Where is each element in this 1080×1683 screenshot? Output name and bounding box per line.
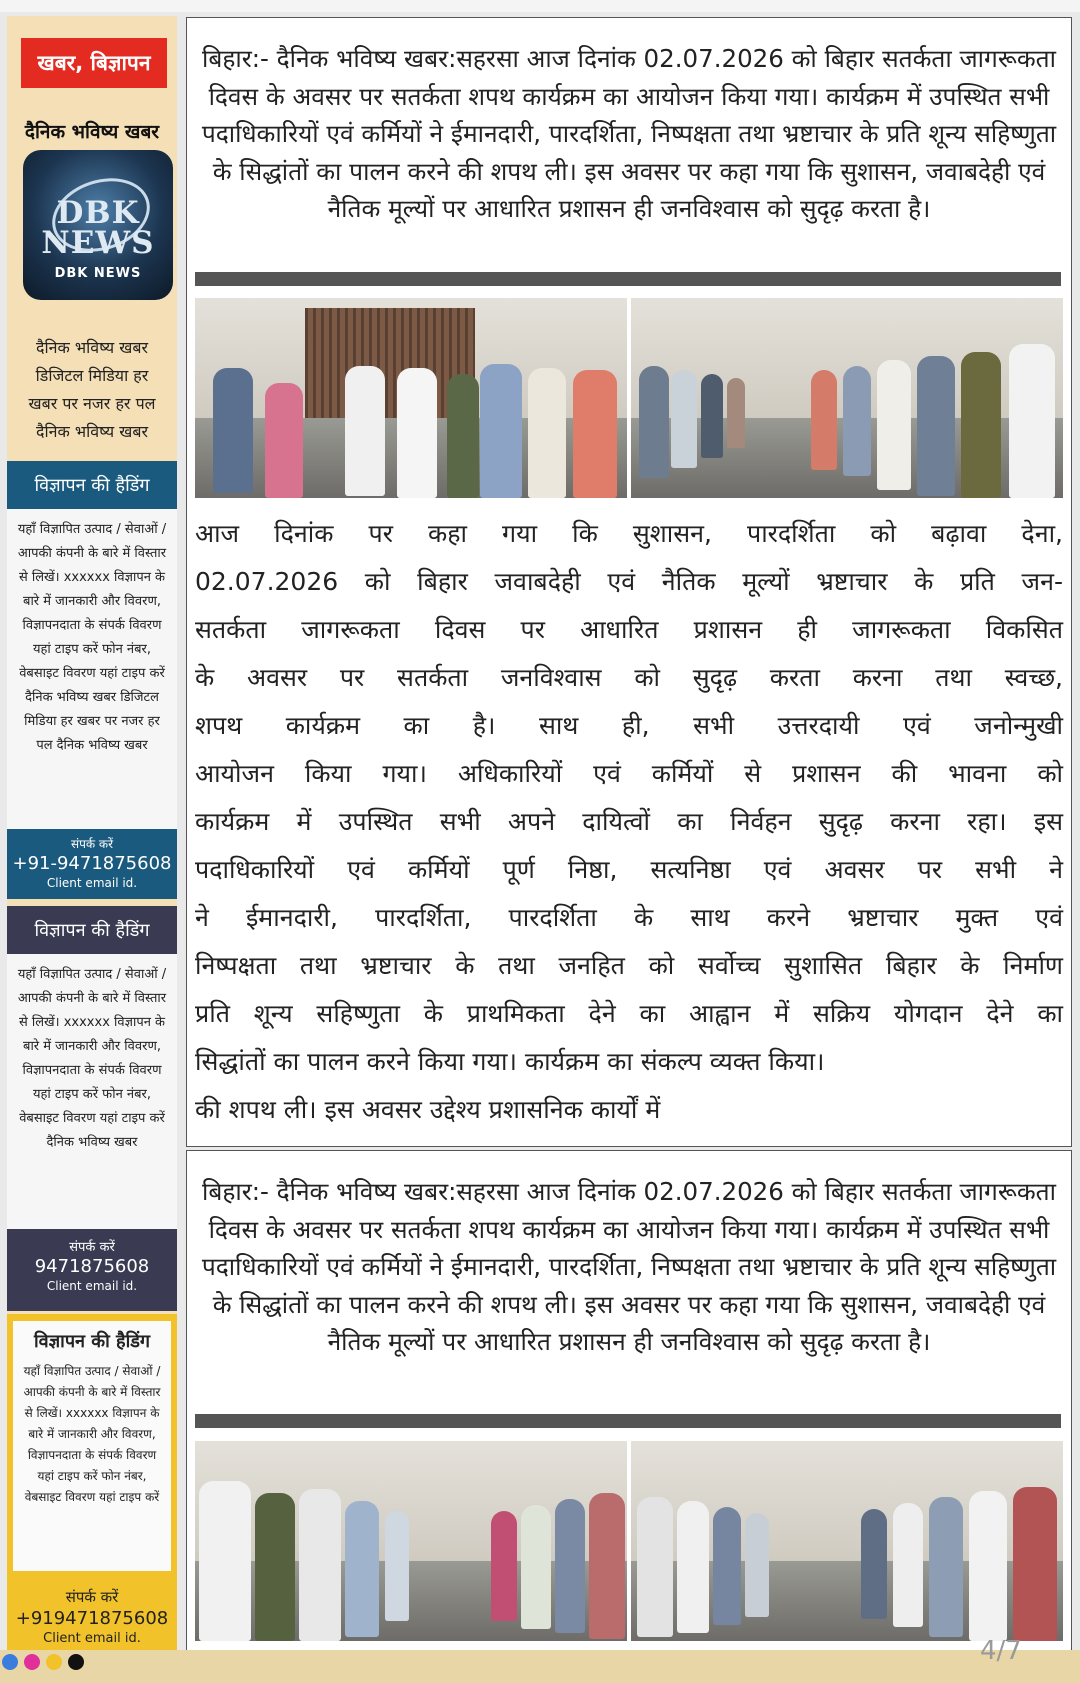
tagline-line: डिजिटल मिडिया हर (35, 366, 149, 385)
ad-body: यहाँ विज्ञापित उत्पाद / सेवाओं / आपकी कंपनी के बारे में विस्तार से लिखें। xxxxxx विज्ञापन के बारे में जानकारी और विवरण, विज्ञापनदाता के संपर्क विवरण यहां टाइप करें फोन नंबर, वेबसाइट विवरण यहां टाइप करें दैनिक भविष्य खबर डिजिटल मिडिया हर खबर पर नजर हर पल दैनिक भविष्य खबर (7, 509, 177, 829)
photo-person (213, 368, 253, 493)
photo-person (480, 364, 522, 498)
page-dot-icon[interactable] (24, 1654, 40, 1670)
advertisement-3[interactable] (7, 1314, 177, 1666)
separator-bar (195, 272, 1061, 286)
bottom-bar (0, 1650, 1080, 1683)
ad-body: यहाँ विज्ञापित उत्पाद / सेवाओं / आपकी कंपनी के बारे में विस्तार से लिखें। xxxxxx विज्ञापन के बारे में जानकारी और विवरण, विज्ञापनदाता के संपर्क विवरण यहां टाइप करें फोन नंबर, वेबसाइट विवरण यहां टाइप करें (23, 1364, 161, 1504)
top-strip (0, 0, 1080, 12)
tagline-line: दैनिक भविष्य खबर (36, 422, 148, 441)
page-dot-icon[interactable] (46, 1654, 62, 1670)
photo-person (528, 368, 566, 498)
dbk-news-logo (23, 150, 173, 300)
photo-person (299, 1489, 341, 1641)
ad-contact (7, 1229, 177, 1311)
photo-person (811, 370, 837, 470)
article-body-line: आयोजन किया गया। अधिकारियों एवं कर्मियों से प्रशासन की भावना को (195, 759, 1063, 788)
advertisement-2[interactable] (7, 906, 177, 1311)
article-body-line: की शपथ ली। इस अवसर उद्देश्य प्रशासनिक कार्यों में (195, 1095, 661, 1124)
photo-person (255, 1493, 295, 1641)
article-intro: बिहार:- दैनिक भविष्य खबर:सहरसा आज दिनांक 02.07.2026 को बिहार सतर्कता जागरूकता दिवस के अवसर पर सतर्कता शपथ कार्यक्रम का आयोजन किया गया। कार्यक्रम में उपस्थित सभी पदाधिकारियों एवं कर्मियों ने ईमानदारी, पारदर्शिता, निष्पक्षता तथा भ्रष्टाचार के प्रति शून्य सहिष्णुता के सिद्धांतों का पालन करने की शपथ ली। इस अवसर पर कहा गया कि सुशासन, जवाबदेही एवं नैतिक मूल्यों पर आधारित प्रशासन ही जनविश्वास को सुदृढ़ करता है। (201, 1177, 1057, 1356)
photo-person (385, 1511, 409, 1621)
photo-person (917, 356, 955, 496)
article-body-line: सतर्कता जागरूकता दिवस पर आधारित प्रशासन ही जागरूकता विकसित (195, 615, 1063, 644)
photo-person (555, 1499, 585, 1633)
photo-person (671, 370, 697, 468)
contact-phone[interactable]: +919471875608 (15, 1608, 169, 1629)
photo-person (345, 1501, 379, 1637)
photo-person (677, 1501, 709, 1633)
separator-bar (195, 1414, 1061, 1428)
sidebar-header: खबर, बिज्ञापन (21, 38, 167, 88)
article-body-line: के अवसर पर सतर्कता जनविश्वास को सुदृढ़ करता करना तथा स्वच्छ, (195, 663, 1063, 692)
article-body-line: सिद्धांतों का पालन करने किया गया। कार्यक्रम का संकल्प व्यक्त किया। (195, 1047, 825, 1076)
photo-person (929, 1497, 963, 1637)
photo-person (861, 1509, 887, 1619)
page-dot-icon[interactable] (2, 1654, 18, 1670)
photo-person (491, 1511, 517, 1621)
contact-label: संपर्क करें (70, 837, 114, 851)
event-photo[interactable] (195, 1441, 627, 1641)
ad-contact (7, 1579, 177, 1646)
event-photo[interactable] (631, 1441, 1063, 1641)
article-panel-1 (186, 17, 1072, 1147)
article-body-line: आज दिनांक पर कहा गया कि सुशासन, पारदर्शिता को बढ़ावा देना, (195, 519, 1063, 548)
contact-email[interactable]: Client email id. (43, 1631, 141, 1646)
sidebar-brand: दैनिक भविष्य खबर (24, 121, 160, 143)
photo-person (265, 383, 303, 498)
photo-person (199, 1481, 251, 1641)
ad-heading: विज्ञापन की हैडिंग (7, 906, 177, 954)
event-photo[interactable] (631, 298, 1063, 498)
article-panel-2 (186, 1150, 1072, 1652)
event-photo[interactable] (195, 298, 627, 498)
contact-label: संपर्क करें (65, 1588, 119, 1606)
article-body-line: 02.07.2026 को बिहार जवाबदेही एवं नैतिक मूल्यों भ्रष्टाचार के प्रति जन- (195, 567, 1063, 596)
photo-person (345, 366, 385, 496)
photo-person (843, 366, 871, 476)
logo-subtext: DBK NEWS (54, 266, 142, 281)
contact-phone[interactable]: +91-9471875608 (12, 853, 172, 874)
photo-person (969, 1491, 1007, 1641)
photo-person (713, 1507, 741, 1625)
photo-person (573, 370, 617, 498)
photo-person (701, 374, 723, 458)
page-dot-icon[interactable] (68, 1654, 84, 1670)
tagline-line: खबर पर नजर हर पल (28, 394, 156, 413)
article-intro: बिहार:- दैनिक भविष्य खबर:सहरसा आज दिनांक 02.07.2026 को बिहार सतर्कता जागरूकता दिवस के अवसर पर सतर्कता शपथ कार्यक्रम का आयोजन किया गया। कार्यक्रम में उपस्थित सभी पदाधिकारियों एवं कर्मियों ने ईमानदारी, पारदर्शिता, निष्पक्षता तथा भ्रष्टाचार के प्रति शून्य सहिष्णुता के सिद्धांतों का पालन करने की शपथ ली। इस अवसर पर कहा गया कि सुशासन, जवाबदेही एवं नैतिक मूल्यों पर आधारित प्रशासन ही जनविश्वास को सुदृढ़ करता है। (201, 44, 1057, 223)
contact-label: संपर्क करें (69, 1240, 115, 1255)
logo-text: DBK NEWS (41, 195, 155, 261)
contact-email[interactable]: Client email id. (46, 1279, 138, 1293)
photo-person (745, 1513, 769, 1617)
ad-heading: विज्ञापन की हैडिंग (7, 461, 177, 509)
photo-person (637, 1497, 673, 1637)
article-body-line: निष्पक्षता तथा भ्रष्टाचार के तथा जनहित को सर्वोच्च सुशासित बिहार के निर्माण (195, 951, 1063, 980)
photo-person (1009, 344, 1055, 498)
ad-contact (7, 829, 177, 899)
photo-person (893, 1503, 923, 1627)
photo-person (727, 378, 745, 448)
contact-phone[interactable]: 9471875608 (34, 1256, 150, 1277)
tagline-line: दैनिक भविष्य खबर (36, 338, 148, 357)
ad-heading: विज्ञापन की हैडिंग (33, 1331, 151, 1352)
contact-email[interactable]: Client email id. (46, 876, 138, 890)
sidebar (7, 16, 177, 1650)
photo-person (961, 352, 1001, 498)
photo-person (1013, 1487, 1057, 1641)
page-indicator: 4/7 (980, 1636, 1022, 1666)
photo-person (521, 1505, 551, 1629)
ad-card (13, 1321, 171, 1571)
article-body-line: ने ईमानदारी, पारदर्शिता, पारदर्शिता के साथ करने भ्रष्टाचार मुक्त एवं (195, 903, 1063, 932)
sidebar-tagline (7, 334, 177, 446)
article-body-line: कार्यक्रम में उपस्थित सभी अपने दायित्वों का निर्वहन सुदृढ़ करना रहा। इस (195, 807, 1063, 836)
ad-body: यहाँ विज्ञापित उत्पाद / सेवाओं / आपकी कंपनी के बारे में विस्तार से लिखें। xxxxxx विज्ञापन के बारे में जानकारी और विवरण, विज्ञापनदाता के संपर्क विवरण यहां टाइप करें फोन नंबर, वेबसाइट विवरण यहां टाइप करें दैनिक भविष्य खबर (7, 954, 177, 1229)
article-body-line: प्रति शून्य सहिष्णुता के प्राथमिकता देने का आह्वान में सक्रिय योगदान देने का (195, 999, 1063, 1028)
photo-person (639, 366, 669, 478)
article-body-line: पदाधिकारियों एवं कर्मियों पूर्ण निष्ठा, सत्यनिष्ठा एवं अवसर पर सभी ने (195, 855, 1063, 884)
article-body (195, 510, 1063, 1134)
photo-person (397, 368, 437, 498)
photo-person (589, 1493, 625, 1639)
article-body-line: शपथ कार्यक्रम का है। साथ ही, सभी उत्तरदायी एवं जनोन्मुखी (195, 711, 1063, 740)
photo-person (877, 360, 911, 490)
advertisement-1[interactable] (7, 461, 177, 899)
photo-person (447, 374, 479, 498)
